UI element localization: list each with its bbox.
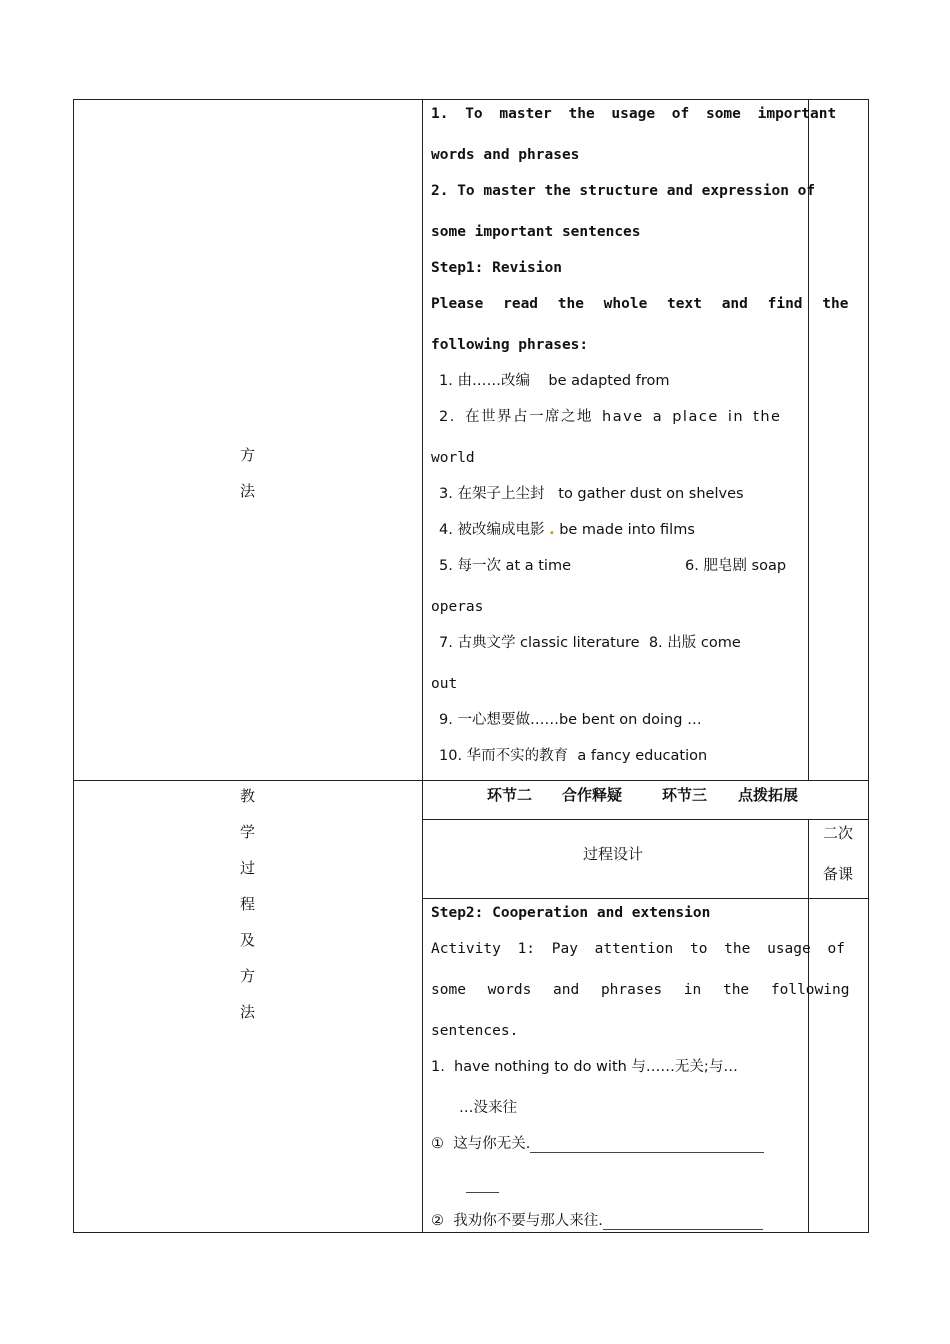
left-label-fang: 方: [240, 446, 256, 464]
left-label-fa2: 法: [240, 1003, 256, 1021]
bullet-dot-icon: .: [549, 522, 555, 538]
item-1-line-a: 1. have nothing to do with 与……无关;与…: [431, 1059, 738, 1075]
second-prep-line-2: 备课: [823, 865, 854, 883]
goal-1-line-b: words and phrases: [431, 147, 580, 163]
row-divider-3: [422, 898, 869, 899]
goal-2-line-a: 2. To master the structure and expression of: [431, 183, 816, 199]
phrase-5: 5. 每一次 at a time: [439, 558, 571, 574]
col-divider-2-top: [808, 99, 809, 781]
process-design-label: 过程设计: [583, 845, 644, 863]
phrase-4: [439, 521, 695, 539]
link-3-label: 环节三: [662, 786, 708, 804]
goal-2-line-b: some important sentences: [431, 224, 641, 240]
activity-line-a: Activity 1: Pay attention to the usage of: [431, 941, 845, 957]
phrase-10: 10. 华而不实的教育 a fancy education: [439, 748, 708, 764]
phrase-9: 9. 一心想要做……be bent on doing …: [439, 712, 702, 728]
phrase-4-english: be made into films: [559, 522, 695, 538]
phrase-4-chinese: 4. 被改编成电影: [439, 522, 545, 538]
left-label-fa: 法: [240, 482, 256, 500]
instruction-line-a: Please read the whole text and find the: [431, 296, 849, 312]
sentence-1-text: ① 这与你无关.: [431, 1136, 531, 1152]
row-divider-2: [422, 819, 869, 820]
left-label-fang2: 方: [240, 967, 256, 985]
sentence-2: [431, 1212, 763, 1230]
answer-blank-2[interactable]: [603, 1215, 763, 1230]
left-label-cheng: 程: [240, 895, 256, 913]
left-label-jiao: 教: [240, 787, 256, 805]
instruction-line-b: following phrases:: [431, 337, 589, 353]
phrase-8-line-b: out: [431, 676, 458, 692]
phrase-7-8: 7. 古典文学 classic literature 8. 出版 come: [439, 635, 741, 651]
link-2-label: 环节二: [487, 786, 533, 804]
step1-heading: Step1: Revision: [431, 260, 562, 276]
step2-heading: Step2: Cooperation and extension: [431, 905, 711, 921]
link-3-title: 点拨拓展: [738, 786, 799, 804]
activity-line-c: sentences.: [431, 1023, 519, 1039]
phrase-1: 1. 由……改编 be adapted from: [439, 373, 670, 389]
left-label-ji: 及: [240, 931, 256, 949]
row-divider-1: [73, 780, 869, 781]
sentence-1: [431, 1135, 764, 1153]
left-label-guo: 过: [240, 859, 256, 877]
item-1-line-b: …没来往: [459, 1100, 517, 1116]
answer-blank-1-continued[interactable]: [466, 1178, 499, 1193]
answer-blank-1[interactable]: [530, 1138, 764, 1153]
col-divider-1: [422, 99, 423, 1233]
phrase-2-line-a: 2. 在世界占一席之地 have a place in the: [439, 409, 782, 425]
phrase-3: 3. 在架子上尘封 to gather dust on shelves: [439, 486, 744, 502]
sentence-2-text: ② 我劝你不要与那人来往.: [431, 1213, 603, 1229]
activity-line-b: some words and phrases in the following: [431, 982, 850, 998]
link-2-title: 合作释疑: [562, 786, 623, 804]
goal-1-line-a: 1. To master the usage of some important: [431, 106, 837, 122]
left-label-xue: 学: [240, 823, 256, 841]
phrase-2-line-b: world: [431, 450, 475, 466]
phrase-6-line-b: operas: [431, 599, 484, 615]
phrase-6: 6. 肥皂剧 soap: [685, 558, 787, 574]
second-prep-line-1: 二次: [823, 824, 854, 842]
col-divider-2-bottom: [808, 819, 809, 1233]
